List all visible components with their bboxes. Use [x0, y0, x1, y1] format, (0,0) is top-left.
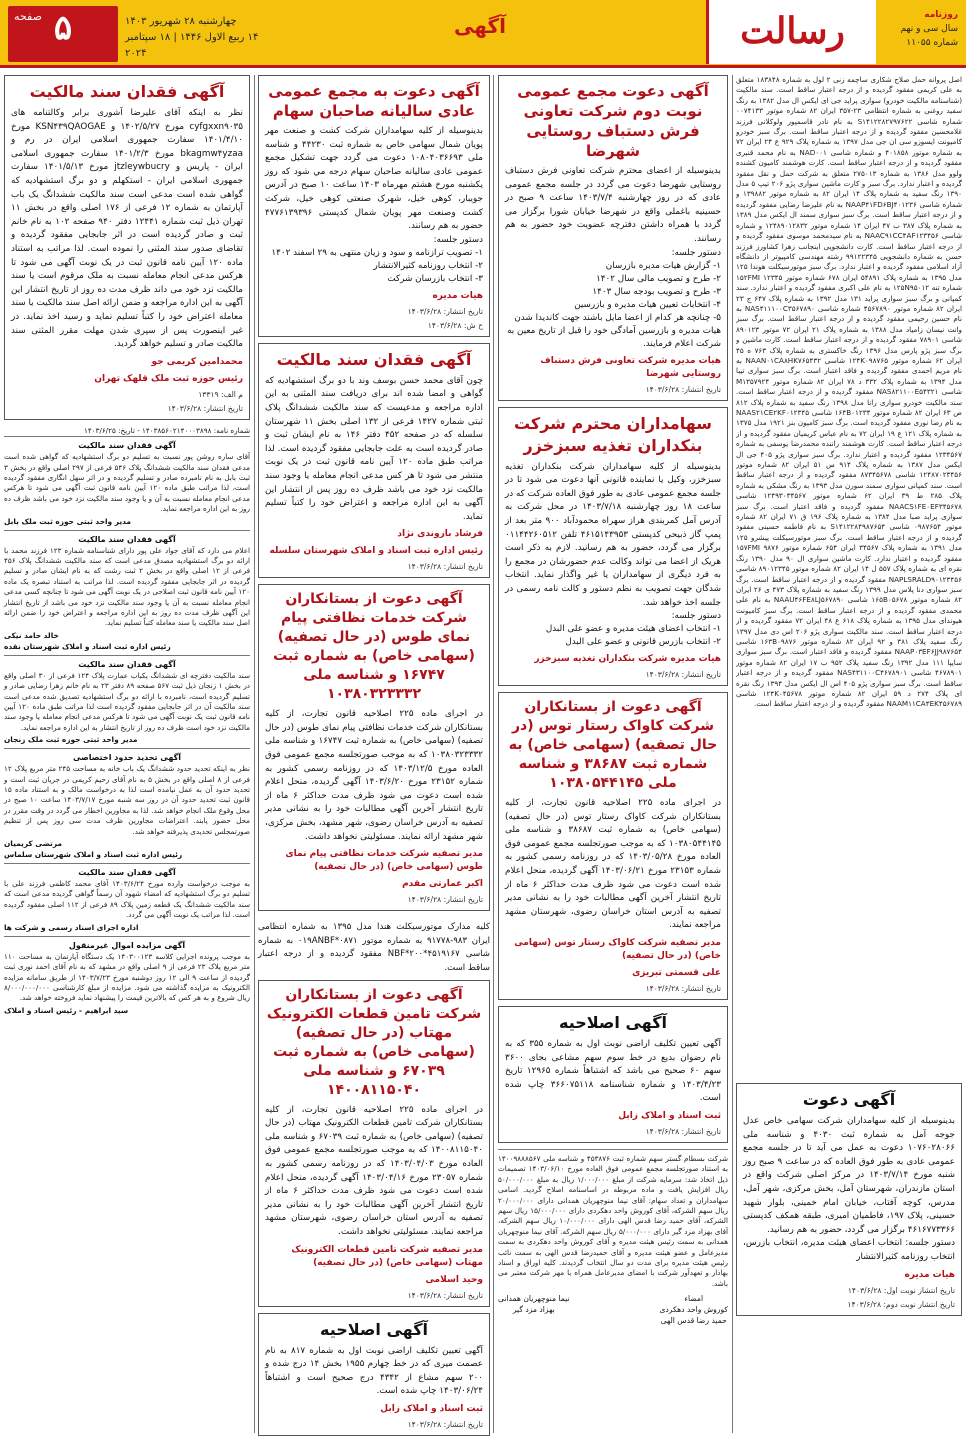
small-notice-title: آگهی فقدان سند مالکیت — [78, 534, 176, 544]
eslahiye-title: آگهی اصلاحیه — [559, 1013, 667, 1033]
signature-name: نیما منوچهریان همدانی — [498, 1294, 570, 1304]
small-notice-sign: رئیس اداره ثبت اسناد و املاک شهرستان نقده — [4, 641, 171, 651]
mahtab-body: در اجرای ماده ۲۲۵ اصلاحیه قانون تجارت، از کلیه بستانکاران شرکت تامین قطعات الکترونیک مهتاب (در حال تصفیه) (سهامی خاص) به شماره ثبت ۶۷۰۳۹ و شناسه ملی ۱۴۰۰۸۱۱۵۰۴۰ که به موجب صورتجلسه مجمع عمومی فوق العاده مورخ ۱۴۰۳/۰۴/۰۳ که در روزنامه رسمی کشور به شماره ۲۳۰۵۷ مورخ ۱۴۰۳/۰۴/۱۶ آگهی گردیده، منحل اعلام شده است دعوت می شود ظرف مدت حداکثر ۶ ماه از تاریخ انتشار آخرین آگهی مطالبات خود را به نشانی مدیر تصفیه به آدرس استان خراسان رضوی، شهرستان مشهد مراجعه نمایند. مسئولیتی نخواهد داشت. — [265, 1104, 484, 1237]
signature-name: کوروش واحد دهکردی — [659, 1305, 728, 1315]
davat-date-1: تاریخ انتشار نوبت اول: ۱۴۰۳/۶/۲۸ — [847, 1285, 955, 1295]
general-assembly-title: آگهی دعوت به مجمع عمومی عادی سالیانه صاحبان سهام — [268, 82, 480, 120]
mahtab-name: وحید اسلامی — [425, 1274, 483, 1285]
small-notice-body: به موجب درخواست وارده مورخ ۱۴۰۳/۶/۲۴ آقای محمد کاظمی فرزند علی با تسلیم دو برگ استشهادیه که امضاء شهود آن رسماً گواهی گردیده مدعی است که سند مالکیت ششدانگ یک قطعه زمین پلاک ۸۹ فرعی از ۱۱۲ اصلی مفقود گردیده است. لذا مراتب یک نوبت آگهی می گردد. — [4, 879, 250, 920]
lost-deed-title: آگهی فقدان سند مالکیت — [276, 349, 472, 369]
agenda-head: دستور جلسه: — [433, 234, 483, 245]
general-assembly-date-1: تاریخ انتشار: ۱۴۰۳/۶/۲۸ — [407, 306, 483, 316]
eslahiye-date: تاریخ انتشار: ۱۴۰۳/۶/۲۸ — [645, 1127, 721, 1136]
small-notice-sign: سید ابراهیم - رئیس اسناد و املاک — [4, 1005, 129, 1015]
meta-line-1: روزنامه — [924, 10, 958, 20]
payam-nama-creditors-ad — [258, 584, 490, 911]
bonakdaran-agenda — [505, 610, 721, 649]
tavoni-farsh-sign: هیات مدیره شرکت تعاونی فرش دستباف روستایی شهرضا — [540, 355, 721, 379]
agenda-item: ۱- تصویب ترازنامه و سود و زیان منتهی به ۲۹ اسفند ۱۴۰۲ — [271, 247, 483, 258]
lost-deed-date: تاریخ انتشار: ۱۴۰۳/۶/۲۸ — [407, 562, 483, 572]
lost-deed-tehran-date: تاریخ انتشار: ۱۴۰۳/۶/۲۸ — [167, 403, 243, 413]
davat-title: آگهی دعوت — [802, 1090, 896, 1109]
masthead-dates — [125, 14, 275, 62]
agenda-item: ۲- انتخاب بازرس قانونی و عضو علی البدل — [565, 637, 721, 648]
small-notice-title: آگهی مزایده اموال غیرمنقول — [68, 940, 186, 950]
kavak-title: آگهی دعوت از بستانکاران شرکت کاواک رستار توس (در حال تصفیه) (سهامی خاص) به شماره ثبت ۳۸۶۸۷ و شناسه ملی ۱۰۳۸۰۵۴۴۱۴۵ — [508, 699, 718, 792]
small-notice-sign: مرتضی کریمیان — [4, 839, 63, 849]
kavak-creditors-ad — [498, 692, 728, 1000]
eslahiye-2-body: آگهی تعیین تکلیف اراضی نوبت اول به شماره ۸۱۷ به نام عصمت میری که در خط چهارم ۱۹۵۵ بخش ۱۴ درج شده و ۲۰۰ سهم مشاع از ۴۳۴۲ درج صحیح است و اشتباهاً ۱۴۰۳/۰۶/۲۴ چاپ شده است. — [265, 1345, 484, 1397]
column-divider — [493, 75, 494, 1433]
eslahiye-sign: ثبت اسناد و املاک زابل — [618, 1111, 721, 1121]
kavak-body: در اجرای ماده ۲۲۵ اصلاحیه قانون تجارت، از کلیه بستانکاران شرکت کاواک رستار توس (در حال تصفیه) (سهامی خاص) به شماره ثبت ۳۸۶۸۷ و شناسه ملی ۱۰۳۸۰۵۴۴۱۴۵ که به موجب صورتجلسه مجمع عمومی فوق العاده مورخ ۱۴۰۳/۰۵/۲۸ که در روزنامه رسمی کشور به شماره ۲۳۱۵۳ مورخ ۱۴۰۳/۰۶/۲۱ آگهی گردیده، منحل اعلام شده است دعوت می شود ظرف مدت حداکثر ۶ ماه از تاریخ انتشار آخرین آگهی مطالبات خود را به نشانی مدیر تصفیه به آدرس استان خراسان رضوی، شهرستان مشهد مراجعه نمایند. — [505, 798, 721, 931]
bonakdaran-title: سهامداران محترم شرکت بنکداران تغذیه سبزخزر — [513, 413, 712, 455]
eslahiye-body: آگهی تعیین تکلیف اراضی نوبت اول به شماره ۳۵۵ که به نام رضوان بدیع در خط سوم سهم مشاعی بجای ۳۶۰۰ سهم ۶۰ صحیح می باشد که اشتباهاً شماره ۱۲۹۶۵ تاریخ ۱۴۰۳/۴/۲۳ و شماره شناسنامه ۳۶۶۰۷۵۱۱۸ چاپ شده است. — [505, 1039, 721, 1104]
date-other: ۱۴ ربیع الاول ۱۴۴۶ | ۱۸ سپتامبر ۲۰۲۴ — [125, 32, 259, 59]
general-assembly-body: بدینوسیله از کلیه سهامداران شرکت کشت و صنعت مهر پویان شمال سهامی خاص به شماره ثبت ۴۴۲۳۰ و شناسه ملی ۱۰۸۰۴۰۳۶۶۹۳ دعوت می گردد جهت تشکیل مجمع عمومی عادی سالیانه صاحبان سهام درجه مي شود که روز یکشنبه مورخ هشتم مهرماه ۱۴۰۳ ساعت ۱۰ صبح در آدرس جویبار، کوهی خیل، شهرک صنعتی کوهی خیل، شرکت کشت وصنعت مهر پویان شمال کدپستی ۴۷۷۶۱۳۹۳۹۶ حضور به هم رسانند. — [265, 126, 483, 232]
small-notice-body: سند مالکیت دفترچه ای ششدانگ یکباب عمارت پلاک ۱۲۴ فرعی از ۳۰ اصلی واقع در بخش ۱ زنجان ذیل ثبت ۵۶۷ صفحه ۸۹ دفتر ۲۳ به نام خانم زهرا رضایی صادر و تسلیم گردیده است، نامبرده با ارائه دو برگ استشهادیه تصدیق شده مدعی است سند مالکیت آن در اثر جابجایی مفقود گردیده است لذا مراتب طبق ماده ۱۲۰ آیین نامه قانون ثبت یک نوبت آگهی می شود تا هرکس مدعی انجام معامله یا وجود سند مالکیت نزد خود است ظرف ده روز از تاریخ انتشار به این اداره مراجعه نماید. — [4, 670, 251, 732]
page-number: ۵ — [53, 8, 73, 48]
davat-sign: هیات مدیره — [904, 1269, 955, 1280]
small-notice — [4, 748, 250, 859]
column-2 — [498, 75, 728, 1330]
general-assembly-ad — [258, 75, 490, 337]
agenda-item: ۱- انتخاب اعضای هیئت مدیره و عضو علی البدل — [545, 624, 721, 635]
mahtab-creditors-ad — [258, 980, 490, 1307]
signature-group — [659, 1293, 728, 1326]
payam-nama-body: در اجرای ماده ۲۲۵ اصلاحیه قانون تجارت، از کلیه بستانکاران شرکت خدمات نظافتی پیام نمای طوس (در حال تصفیه) (سهامی خاص) به شماره ثبت ۱۶۷۴۷ و شناسه ملی ۱۰۳۸۰۳۲۳۳۳۲ که به موجب صورتجلسه مجمع عمومی فوق العاده مورخ ۱۴۰۳/۱۲/۵ که در روزنامه رسمی کشور به شماره ۲۳۱۵۲ مورخ ۱۴۰۳/۶/۲۰ آگهی گردیده، منحل اعلام شده است دعوت می شود ظرف مدت حداکثر ۶ ماه از تاریخ انتشار آخرین آگهی مطالبات خود را به نشانی مدیر تصفیه به آدرس خراسان رضوی، شهر مشهد، بخش مرکزی، شهر مشهد ارائه نمایند. مسئولیتی نخواهد داشت. — [265, 709, 484, 842]
small-notice-sign: خالد حامد نیکی — [4, 630, 59, 640]
bonakdaran-sign: هیات مدیره شرکت بنکداران تغذیه سبزخزر — [534, 654, 721, 665]
logo-text: رسالت — [740, 10, 845, 52]
agenda-item: ۳- انتخاب بازرسان شرکت — [387, 273, 483, 284]
small-notice-sign: اداره اجرای اسناد رسمی و شرکت ها — [4, 922, 139, 932]
small-notice-body: نظر به اینکه تحدید حدود ششدانگ یک باب خانه به مساحت ۲۴۵ متر مربع پلاک ۱۲ فرعی از ۸ اصلی واقع در بخش ۵ به نام آقای رحیم کریمی در جریان ثبت است و تحدید حدود آن به عمل نیامده است لذا به درخواست مالک و به استناد ماده ۱۵ قانون ثبت تحدید حدود آن در روز سه شنبه مورخ ۱۴۰۳/۷/۱۷ ساعت ۱۰ صبح در محل وقوع ملک انجام خواهد شد. لذا به مجاورین اخطار می گردد در وقت مقرر در محل حضور یابند. اعتراضات مجاورین ظرف مدت سی روز پس از تنظیم صورتمجلس تحدیدی پذیرفته خواهد شد. — [4, 764, 250, 836]
kavak-name: علی قسمتی تبریزی — [632, 968, 721, 979]
signature-name: بهزاد مزد گیر — [512, 1305, 555, 1315]
tavoni-farsh-agenda — [505, 247, 721, 351]
small-notice-title: آگهی فقدان سند مالکیت — [78, 441, 176, 451]
masthead — [0, 0, 966, 68]
column-1 — [736, 75, 962, 1322]
agenda-item: ۴- انتخابات تعیین هیات مدیره و بازرسین — [574, 299, 721, 310]
bonakdaran-date: تاریخ انتشار: ۱۴۰۳/۶/۲۸ — [645, 670, 721, 680]
lost-deed-tehran-ref: م الف: ۱۳۳۱۹ — [198, 389, 243, 399]
payam-nama-name: اکبر عمارتی مقدم — [402, 879, 483, 890]
tavoni-farsh-body: بدینوسیله از اعضای محترم شرکت تعاونی فرش دستباف روستایی شهرضا دعوت می گردد در جلسه مجمع عمومی عادی که در روز چهارشنبه ۱۴۰۳/۷/۴ ساعت ۹ صبح در حسینیه باغملی واقع در شهرضا خیابان شورا برگزار می گردد با همراه داشتن دفترچه عضویت خود حضور به هم رسانند. — [505, 166, 722, 244]
column-divider — [254, 75, 255, 1433]
lost-deed-tehran-ad — [4, 75, 250, 420]
tavoni-farsh-ad — [498, 75, 728, 401]
letter-ref: شماره نامه: ۱۴۰۳۸۵۶۰۲۱۴۰۰۰۳۸۹۸ - تاریخ: ۱۴۰۳/۶/۲۵ — [83, 425, 250, 435]
page-label: صفحه — [14, 10, 42, 23]
assembly-notice — [498, 1149, 728, 1326]
column-divider — [732, 75, 733, 1433]
small-notice — [4, 655, 250, 744]
agenda-item: ۲- انتخاب روزنامه کثیرالانتشار — [373, 260, 483, 271]
davat-agenda: دستور جلسه: انتخاب اعضای هیئت مدیره، انتخاب بازرس، انتخاب روزنامه کثیرالانتشار — [743, 1238, 955, 1262]
small-notice-title: آگهی فقدان سند مالکیت — [78, 868, 176, 878]
meta-line-2: سال سی و نهم — [900, 24, 958, 34]
assembly-signatures — [498, 1293, 728, 1326]
eslahiye-2-sign: ثبت اسناد و املاک زابل — [380, 1403, 483, 1414]
general-assembly-agenda — [265, 234, 483, 286]
eslahiye-ad — [498, 1006, 728, 1143]
tavoni-farsh-title: آگهی دعوت مجمع عمومی نوبت دوم شرکت تعاونی فرش دستباف روستایی شهرضا — [517, 82, 709, 160]
lost-deed-tehran-sign-name: محمدامین کریمی جو — [151, 356, 243, 367]
mahtab-sign: مدیر تصفیه شرکت تامین قطعات الکترونیک مهتاب (سهامی خاص) (در حال تصفیه) — [291, 1244, 483, 1268]
mahtab-title: آگهی دعوت از بستانکاران شرکت تامین قطعات الکترونیک مهتاب (در حال تصفیه) (سهامی خاص) به شماره ثبت ۶۷۰۳۹ و شناسه ملی ۱۴۰۰۸۱۱۵۰۴۰ — [266, 986, 482, 1098]
kavak-sign: مدیر تصفیه شرکت کاواک رستار توس (سهامی خاص) (در حال تصفیه) — [514, 938, 721, 962]
lost-deed-tehran-body: نظر به اینکه آقای علیرضا آشوری برابر وکالتنامه های cyfgxxn۹۰۳۵ مورخ ۱۴۰۲/۵/۲۷ و KSN۴۳۹QAOGAE مورخ ۱۴۰۱/۴/۱۰ سفارت جمهوری اسلامی ایران در رم و bkagmw۴yzaa مورخ ۱۴۰۱/۲/۳ سفارت جمهوری اسلامی ایران - پاریس و jtzleywbucry مورخ ۱۴۰۱/۵/۱۳ سفارت جمهوری اسلامی ایران - استکهلم و دو برگ استشهادیه که گواهی شده است مدعی است سند مالکیت ششدانگ یک باب آپارتمان به شماره ۱۲ فرعی از ۱۷۶ اصلی واقع در بخش ۱۱ تهران ذیل ثبت شماره ۱۲۴۴۱ دفتر ۹۴۰ صفحه ۱۰۲ به نام خانم ثبت و صادر گردیده است در اثر جابجایی مفقود گردیده و تقاضای صدور سند المثنی را نموده است. لذا مراتب به استناد ماده ۱۲۰ آیین نامه قانون ثبت در یک نوبت آگهی می شود تا هرکس مدعی انجام معامله نسبت به ملک مرقوم است یا سند مالکیت نزد خود می داند ظرف مدت ده روز از تاریخ انتشار این آگهی به این اداره مراجعه و ضمن ارائه اصل سند مالکیت یا سند معامله اعتراض خود را کتباً تسلیم نماید و رسید اخذ نماید. در غیر اینصورت پس از سپری شدن مهلت مقرر المثنی سند مالکیت صادر و تسلیم خواهد گردید. — [11, 108, 244, 350]
lost-deed-sign-name: فرشاد بازوندی نژاد — [397, 529, 483, 540]
small-notice-body: به موجب پرونده اجرایی کلاسه ۱۴۰۳۰۰۱۲۳ یک دستگاه آپارتمان به مساحت ۱۱۰ متر مربع پلاک ۲۳ فرعی از ۹ اصلی واقع در مشهد که به نام آقای احمد نوری ثبت گردیده از ساعت ۹ الی ۱۲ روز دوشنبه مورخ ۱۴۰۳/۷/۲۳ از طریق سامانه مزایده الکترونیک به مزایده گذاشته می شود. مزایده از مبلغ کارشناسی ۸/۰۰۰/۰۰۰/۰۰۰ ریال شروع و به هر کس که بالاترین قیمت را پیشنهاد نماید فروخته خواهد شد. — [4, 951, 250, 1003]
newspaper-logo — [706, 0, 876, 64]
lost-deed-sign-title: رئیس اداره ثبت اسناد و املاک شهرستان سلسله — [269, 546, 483, 557]
lost-deed-tehran-title: آگهی فقدان سند مالکیت — [29, 82, 225, 101]
masthead-meta — [878, 8, 958, 50]
small-notice — [4, 863, 250, 932]
agenda-item: ۲- طرح و تصویب مالی سال ۱۴۰۲ — [596, 273, 721, 284]
page-number-box — [8, 6, 118, 62]
agenda-item: ۱- گزارش هیات مدیره بازرسان — [605, 260, 721, 271]
signature-label: امضاء — [684, 1294, 704, 1304]
small-notice — [4, 530, 250, 651]
small-notice-body: اعلام می دارد که آقای جواد علی پور دارای شناسنامه شماره ۱۲۳ فرزند محمد با ارائه دو برگ استشهادیه مصدق مدعی است که سند مالکیت ششدانگ پلاک ۴۵۶ فرعی از ۱۲ اصلی واقع در بخش ۲ ثبت رشت که به نام ایشان صادر و تسلیم گردیده در اثر جابجایی مفقود گردیده است. لذا مراتب به استناد تبصره یک ماده ۱۲۰ آیین نامه قانون ثبت اصلاحی در یک نوبت آگهی می شود تا چنانچه کسی مدعی انجام معامله نسبت به آن یا وجود سند مالکیت نزد خود می باشد از تاریخ انتشار این آگهی ظرف مدت ده روز به این اداره مراجعه و اعتراض خود را ضمن ارائه اصل سند مالکیت یا سند معامله کتباً تسلیم نماید. — [4, 545, 251, 628]
meta-line-3: شماره ۱۱۰۵۵ — [906, 38, 958, 48]
tavoni-farsh-date: تاریخ انتشار: ۱۴۰۳/۶/۲۸ — [645, 384, 721, 394]
column-4 — [4, 75, 250, 1019]
bonakdaran-ad — [498, 407, 728, 687]
agenda-head: دستور جلسه: — [671, 247, 721, 258]
kavak-date: تاریخ انتشار: ۱۴۰۳/۶/۲۸ — [645, 984, 721, 994]
payam-nama-sign: مدیر تصفیه شرکت خدمات نظافتی پیام نمای طوس (سهامی خاص) (در حال تصفیه) — [285, 849, 483, 873]
signature-group — [498, 1293, 570, 1326]
eslahiye-ad-2 — [258, 1313, 490, 1436]
davat-date-2: تاریخ انتشار نوبت دوم: ۱۴۰۳/۶/۲۸ — [847, 1299, 955, 1309]
general-assembly-sign: هیات مدیره — [432, 290, 483, 301]
small-notice-sign: رئیس اداره ثبت اسناد و املاک شهرستان سلماس — [4, 850, 183, 860]
eslahiye-2-date: تاریخ انتشار: ۱۴۰۳/۶/۲۸ — [407, 1419, 483, 1429]
small-notice — [4, 436, 250, 525]
small-notice-sign: مدیر واحد ثبتی حوزه ثبت ملک زنجان — [4, 735, 138, 745]
general-assembly-date-2: ح ش: ۱۴۰۳/۶/۲۸ — [427, 320, 483, 330]
lost-documents-list: اصل پروانه حمل صلاح شکاری ساچمه زنی ۲ لول به شماره ۱۸۳۸۴۸ متعلق به علی کریمی مفقود گردیده و از درجه اعتبار ساقط است. سند مالکیت (شناسنامه مالکیت خودرو) سواری پراید جی ای ایکس ال مدل ۱۳۸۲ به رنگ سفید روغنی به شماره انتظامی ۲۳-۳۵۷ ایران ۸۲ شماره موتور ۰۰۷۴۱۳۳ شماره شاسی S۱۴۱۲۲۸۲۷۹۷۶۲۲ به نام نادر قاسمپور ولوکلانی فرزند غلامحسین مفقود گردیده و از درجه اعتبار ساقط است. برگ سبز خودرو کامیونت ایسوزو سی ان جی مدل ۱۳۹۷ به شماره پلاک ۹۲۹ ع ۲۴ ایران ۷۲ به شماره موتور ۴۰۱۸۵۸ و شماره شاسی NAD۰۰۱ به نام محمد قنبری مفقود گردیده و از درجه اعتبار ساقط است. کارت هوشمند کامیون کشنده ولوو مدل ۱۳۸۶ به شماره ۲۷۵۰۱۳ متعلق به شرکت حمل و نقل مفقود گردیده و اعتبار ندارد. برگ سبز و کارت ماشین سواری پژو ۲۰۶ تیپ ۵ مدل ۱۳۹۰ رنگ سفید به شماره پلاک ۱۴ ایران ۸۲ به شماره موتور ۱۳۹۸۸۲ و شماره شاسی NAAP۴۱FD۶BJ۴۰۱۲۳۶ به نام علیرضا رضایی مفقود گردیده و از درجه اعتبار ساقط است. برگ سبز سواری سمند ال ایکس مدل ۱۳۸۹ به شماره پلاک ۳۸۷ ب ۴۷ ایران ۱۴ شماره موتور ۱۲۴۸۹۰۱۲۸۳۲ و شماره شاسی NAAC۹۱CC۴AF۱۲۳۴۵۶ به نام سیدمحمد موسوی مفقود گردیده و از درجه اعتبار ساقط است. کارت دانشجویی اینجانب زهرا کشاورز فرزند حسن به شماره دانشجویی ۹۹۱۲۲۳۴۵ رشته مهندسی کامپیوتر از دانشگاه آزاد اسلامی مفقود گردیده و اعتبار ندارد. برگ سبز موتورسیکلت هوندا ۱۲۵ مدل ۱۳۹۵ به شماره پلاک ۵۴۸۹۱ ایران ۶۷۸ شماره موتور ۱۵۲FMI ۱۲۳۴۵ شماره تنه ۱۲۵N۹۵۰۱۲ به نام علی اکبری مفقود گردیده و اعتبار ندارد. سند کمپانی و برگ سبز سواری پراید ۱۳۱ مدل ۱۳۹۲ به شماره پلاک ۶۴۷ ج ۲۳ ایران ۸۲ شماره موتور ۴۵۶۷۸۹۰ شماره شاسی NAS۴۱۱۱۰۰C۳۵۶۷۸۹۰ به نام حسین رحیمی مفقود گردیده و از درجه اعتبار ساقط است. برگ سبز وانت نیسان زامیاد مدل ۱۳۸۸ به شماره پلاک ۲۱ ایران ۷۲ موتور ۸۹۰۱۲۳ شاسی ۷۸۹۰۱ مفقود گردیده و از درجه اعتبار ساقط است. کارت ماشین و برگ سبز پژو پارس مدل ۱۳۹۶ رنگ خاکستری به شماره پلاک ۷۶۳ ه ۴۵ ایران ۶۲ شماره موتور ۱۲۴K۰۹۸۷۶۵ شاسی NAAN۰۱CA۸HK۷۶۵۴۳۲ به نام مریم احمدی مفقود گردیده و فاقد اعتبار است. برگ سبز سواری تیبا مدل ۱۳۹۴ به شماره پلاک ۳۳۲ د ۷۸ ایران ۸۲ شماره موتور M۱۳۵۷۹۲۴ شاسی NAS۸۲۱۱۰۰E۵۴۳۲۱ مفقود گردیده و از درجه اعتبار ساقط است. سند مالکیت خودرو سواری رانا مدل ۱۳۹۸ رنگ سفید به شماره پلاک ۸۱۲ ص ۶۳ ایران ۸۲ شماره موتور ۱۶۴B۰۱۲۳۴ شاسی NAAS۲۱CE۲KF۰۱۲۳۴۵ به نام رضا نوری مفقود گردیده است. برگ سبز کامیون بنز ۱۹۲۱ مدل ۱۳۷۵ به شماره پلاک ۱۲۱ ع ۱۹ ایران ۷۲ به نام عباس کریمیان مفقود گردیده و از درجه اعتبار ساقط است. کارت هوشمند راننده محمدرضا یوسفی به شماره ۱۲۳۴۵۶۷ مفقود گردیده و اعتبار ندارد. برگ سبز سواری پژو ۴۰۵ جی ال ایکس مدل ۱۳۸۷ به شماره پلاک ۹۱۴ س ۵۱ ایران ۸۲ شماره موتور ۱۲۴۸۷۰۲۳۴۵۶ شاسی ۸۷۳۴۵۶۷۸ مفقود گردیده و از درجه اعتبار ساقط است. سند کمپانی سواری سمند سورن مدل ۱۳۹۳ به رنگ مشکی به شماره پلاک ۲۸۵ ط ۳۹ ایران ۶۲ شماره موتور ۱۲۴۹۳۰۳۴۵۶۷ شاسی NAACS۱FE۰EF۳۴۵۶۷۸ مفقود گردیده و فاقد اعتبار است. برگ سبز سواری پراید صبا مدل ۱۳۸۴ به شماره پلاک ۱۹۶ ق ۷۱ ایران ۸۲ شماره موتور ۰۹۸۷۶۵۴ شاسی S۱۴۱۲۲۸۴۹۸۷۶۵۴ به نام فاطمه حسینی مفقود گردیده و از درجه اعتبار ساقط است. برگ سبز موتورسیکلت پیشرو ۱۲۵ مدل ۱۳۹۱ به شماره پلاک ۳۴۵۶۷ ایران ۶۵۴ شماره موتور ۱۵۷FMI ۹۸۷۶ مفقود گردیده و اعتبار ندارد. کارت ماشین سواری ال ۹۰ مدل ۱۳۹۰ رنگ نقره ای به شماره پلاک ۵۵۷ ل ۱۴ ایران ۸۲ شماره موتور ۸۹۰۱۲۳۴۵ شاسی NAPLSRALD۹۰۱۲۳۴۵۶ مفقود گردیده و از درجه اعتبار ساقط است. برگ سبز سواری دنا پلاس مدل ۱۳۹۹ رنگ سفید به شماره پلاک ۴۷۳ ی ۲۶ ایران ۸۲ شماره موتور ۱۶۵B۰۵۶۷۸ شاسی NAAU۴۶FE۸LJ۵۶۷۸۹۰ به نام علی محمدی مفقود گردیده و از درجه اعتبار ساقط است. برگ سبز کامیونت هیوندای مدل ۱۳۹۵ به شماره پلاک ۶۱۸ ع ۴۸ ایران ۷۲ مفقود گردیده و از درجه اعتبار ساقط است. سند مالکیت سواری پژو ۲۰۶ اس دی مدل ۱۳۹۷ رنگ سفید پلاک ۳۸۱ و ۹۲ ایران ۸۲ شماره موتور ۱۶۳B۰۹۸۷۶ شاسی NAAP۰۳EF۶JJ۹۸۷۶۵۴ مفقود گردیده و فاقد اعتبار است. برگ سبز سواری سایپا ۱۱۱ مدل ۱۳۹۲ رنگ سفید پلاک ۹۵۲ ب ۱۷ ایران ۸۲ شماره موتور ۴۶۷۸۹۰۱ شاسی NAS۴۳۱۱۰۰C۴۶۷۸۹۰۱ مفقود گردیده و از درجه اعتبار ساقط است. برگ سبز سواری پژو ۴۰۵ اس ال ایکس مدل ۱۳۹۴ رنگ نقره ای پلاک ۲۷۴ د ۵۹ ایران ۸۲ شماره موتور ۱۲۴K۰۴۵۶۷۸ شاسی NAAM۱۱CA۴EK۴۵۶۷۸۹ مفقود گردیده و از درجه اعتبار ساقط است. — [736, 75, 962, 709]
mahtab-date: تاریخ انتشار: ۱۴۰۳/۶/۲۸ — [407, 1290, 483, 1300]
section-title: آگهی — [454, 14, 506, 38]
agenda-item: ۵- چنانچه هر کدام از اعضا مایل باشند جهت کاندیدا شدن هیات مدیره و بازرسین آمادگی خود را قبل از تاریخ معین به شرکت اعلام فرمایند. — [507, 312, 721, 349]
lost-deed-tehran-sign-title: رئیس حوزه ثبت ملک قلهک تهران — [94, 373, 243, 384]
column-3 — [258, 75, 490, 1440]
payam-nama-title: آگهی دعوت از بستانکاران شرکت خدمات نظافتی پیام نمای طوس (در حال تصفیه) (سهامی خاص) به شماره ثبت ۱۶۷۴۷ و شناسه ملی ۱۰۳۸۰۳۲۳۳۳۲ — [273, 591, 475, 703]
lost-deed-body: چون آقای محمد حسن بوسف وند با دو برگ استشهادیه که گواهی و امضا شده اند برای دریافت سند المثنی به این اداره مراجعه و مدعیست که سند مالکیت ششدانگ پلاک ثبتی شماره ۱۴۲۷ فرعی از ۱۳۲ اصلی بخش ۱۱ شهرستان سلسله که در صفحه ۴۵۲ دفتر ۱۴۶ به نام ایشان ثبت و صادر گردیده است به علت جابجایی مفقود گردیده است. لذا مراتب طبق ماده ۱۲۰ آیین نامه قانون ثبت در یک نوبت منتشر می شود تا هر کس مدعی انجام معامله یا وجود سند مالکیت نزد خود می باشد ظرف ده روز پس از انتشار این آگهی به این اداره مراجعه و اعتراض خود را کتباً تسلیم نماید. — [265, 375, 483, 522]
davat-body: بدینوسیله از کلیه سهامداران شرکت سهامی خاص عدل جوجه آمل به شماره ثبت ۴۰۳۰ و شناسه ملی ۱۰۷۶۰۲۸۰۶۶ دعوت به عمل می آید تا در جلسه مجمع عمومی عادی به طور فوق العاده که در ساعت ۹ صبح روز شنبه مورخ ۱۴۰۳/۷/۱۴ در مرکز اصلی شرکت واقع در استان مازندران، شهرستان آمل، بخش مرکزی، شهر آمل، مدرس، کوچه آفتاب، خیابان امام خمینی، بلوار شهید حسینی، پلاک ۱۹۷، فاطمیان امیری، طبقه همکف کدپستی ۴۶۱۶۷۷۳۳۶۶ برگزار می گردد، حضور به هم رسانید. — [743, 1116, 956, 1235]
agenda-item: ۳- طرح و تصویب بودجه سال ۱۴۰۳ — [592, 286, 721, 297]
lost-deed-ad — [258, 343, 490, 579]
small-notice-title: آگهی فقدان سند مالکیت — [78, 659, 176, 669]
eslahiye-2-title: آگهی اصلاحیه — [320, 1319, 428, 1339]
assembly-text: شرکت بسطام گستر سهم شماره ثبت ۴۵۳۸۷۶ و شناسه ملی ۱۴۰۰۹۸۸۸۵۶۷ به استناد صورتجلسه مجمع عمومی فوق العاده مورخ ۱۴۰۳/۰۶/۱۰ تصمیمات ذیل اتخاذ شد: سرمایه شرکت از مبلغ ۱/۰۰۰/۰۰۰ ریال به مبلغ ۵۰/۰۰۰/۰۰۰ ریال افزایش یافت و ماده مربوطه در اساسنامه اصلاح گردید. اسامی سهامداران و تعداد سهام: آقای نیما منوچهریان همدانی دارای ۲۰/۰۰۰/۰۰۰ ریال سهم الشرکه، آقای کوروش واحد دهکردی دارای ۱۵/۰۰۰/۰۰۰ ریال سهم الشرکه، آقای حمید رضا قدس الهی دارای ۱۰/۰۰۰/۰۰۰ ریال سهم الشرکه، آقای بهزاد مزد گیر دارای ۵/۰۰۰/۰۰۰ ریال سهم الشرکه. آقای نیما منوچهریان همدانی به سمت رئیس هیئت مدیره و آقای کوروش واحد دهکردی به سمت مدیرعامل و عضو هیئت مدیره و آقای حمیدرضا قدس الهی به سمت نائب رئیس هیئت مدیره برای مدت دو سال انتخاب گردیدند. کلیه اوراق و اسناد بهادار و تعهدآور شرکت با امضای مدیرعامل همراه با مهر شرکت معتبر می باشد. — [498, 1154, 729, 1288]
small-notice-body: آقای ساره روشن پور نسبت به تسلیم دو برگ استشهادیه که گواهی شده است مدعی فقدان سند مالکیت ششدانگ پلاک ۵۴۶ فرعی از ۲۹۷ اصلی واقع در بخش ۳ ثبت بابل به نام نامبرده صادر و تسلیم گردیده و در اثر سهل انگاری مفقود گردیده است، لذا مراتب طبق ماده ۱۲۰ آیین نامه قانون ثبت آگهی می شود تا هرکس مدعی انجام معامله نسبت به آن و یا وجود سند مالکیت نزد خود می باشد ظرف ده روز به این اداره مراجعه نماید. — [4, 452, 250, 514]
motorcycle-lost-notice — [258, 917, 490, 975]
small-notice-sign: مدیر واحد ثبتی حوزه ثبت ملک بابل — [4, 516, 131, 526]
davat-ad — [736, 1083, 962, 1316]
bonakdaran-body: بدینوسیله از کلیه سهامداران شرکت بنکداران تغذیه سبزخزر، وکیل یا نماینده قانونی آنها دعوت می شود تا در جلسه مجمع عمومی عادی به طور فوق العاده شرکت که در ساعت ۱۸ روز چهارشنبه ۱۴۰۳/۷/۱۸ در محل شرکت به آدرس آمل کمربندی هراز سهراه محمودآباد ۹۰۰ متر بعد از پمپ گاز ذبیحی کدپستی ۴۶۱۵۱۴۳۹۵۳ تلفن ۰۱۱۴۴۲۶۰۵۱۲ برگزار می گردد، حضور به هم رسانید. لازم به ذکر است هریک از اعضا می تواند وکالت عدم حضورشان در مجمع را به فرد دیگری از سهامداران یا غیر واگذار نماید. انتخاب شدگان جهت تصویب به نظم دستور و کالت نامه رسمی در جلسه اخذ خواهد شد. — [505, 461, 722, 608]
date-persian: چهارشنبه ۲۸ شهریور ۱۴۰۳ — [125, 16, 237, 27]
payam-nama-date: تاریخ انتشار: ۱۴۰۳/۶/۲۸ — [407, 895, 483, 905]
agenda-head: دستور جلسه: — [671, 611, 721, 622]
small-notice — [4, 936, 250, 1015]
motorcycle-lost-text: کلیه مدارک موتورسیکلت هندا مدل ۱۳۹۵ به شماره انتظامی ایران ۹۸۳-۹۱۷۷۸ به شماره موتور ۰۱۹ANBF*۰۸۷۱ به شماره شاسی NBF*۲۰۰*۴۵۱۹۱۶۷ مفقود گردیده و از درجه اعتبار ساقط است. — [258, 922, 491, 973]
signature-name: حمید رضا قدس الهی — [660, 1316, 727, 1326]
small-notice-title: آگهی تحدید حدود اختصاصی — [72, 753, 182, 763]
